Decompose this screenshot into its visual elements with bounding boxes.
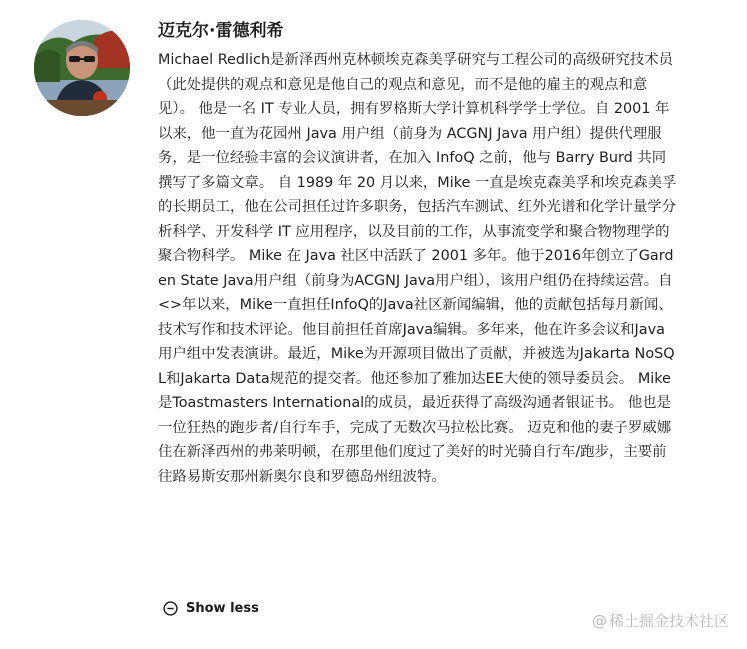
show-less-label: Show less xyxy=(186,601,259,616)
author-name: 迈克尔·雷德利希 xyxy=(158,21,284,41)
author-avatar xyxy=(34,20,130,116)
at-icon: @ xyxy=(591,611,607,630)
minus-circle-icon xyxy=(163,601,178,616)
watermark xyxy=(592,610,729,631)
author-bio: Michael Redlich是新泽西州克林顿埃克森美孚研究与工程公司的高级研究技术员（此处提供的观点和意见是他自己的观点和意见，而不是他的雇主的观点和意见）。 他是一名 IT 专业人员，拥有罗格斯大学计算机科学学士学位。自 2001 年以来，他一直为花园州 Java 用户组（前身为 ACGNJ Java 用户组）提供代理服务，是一位经验丰富的会议演讲者，在加入 InfoQ 之前，他与 Barry Burd 共同撰写了多篇文章。 自 1989 年 20 月以来，Mike 一直是埃克森美孚和埃克森美孚的长期员工，他在公司担任过许多职务，包括汽车测试、红外光谱和化学计量学分析科学、开发科学 IT 应用程序，以及目前的工作，从事流变学和聚合物物理学的聚合物科学。 Mike 在 Java 社区中活跃了 2001 多年。他于2016年创立了Garden State Java用户组（前身为ACGNJ Java用户组），该用户组仍在持续运营。自<>年以来，Mike一直担任InfoQ的Java社区新闻编辑，他的贡献包括每月新闻、技术写作和技术评论。他目前担任首席Java编辑。多年来，他在许多会议和Java用户组中发表演讲。最近，Mike为开源项目做出了贡献，并被选为Jakarta NoSQL和Jakarta Data规范的提交者。他还参加了雅加达EE大使的领导委员会。 Mike是Toastmasters International的成员，最近获得了高级沟通者银证书。 他也是一位狂热的跑步者/自行车手，完成了无数次马拉松比赛。 迈克和他的妻子罗威娜住在新泽西州的弗莱明顿，在那里他们度过了美好的时光骑自行车/跑步，主要前往路易斯安那州新奥尔良和罗德岛州纽波特。 xyxy=(158,52,677,485)
show-less-button[interactable] xyxy=(163,601,259,616)
avatar-photo xyxy=(34,20,130,116)
author-info xyxy=(158,18,678,489)
watermark-text: 稀土掘金技术社区 xyxy=(608,612,729,630)
